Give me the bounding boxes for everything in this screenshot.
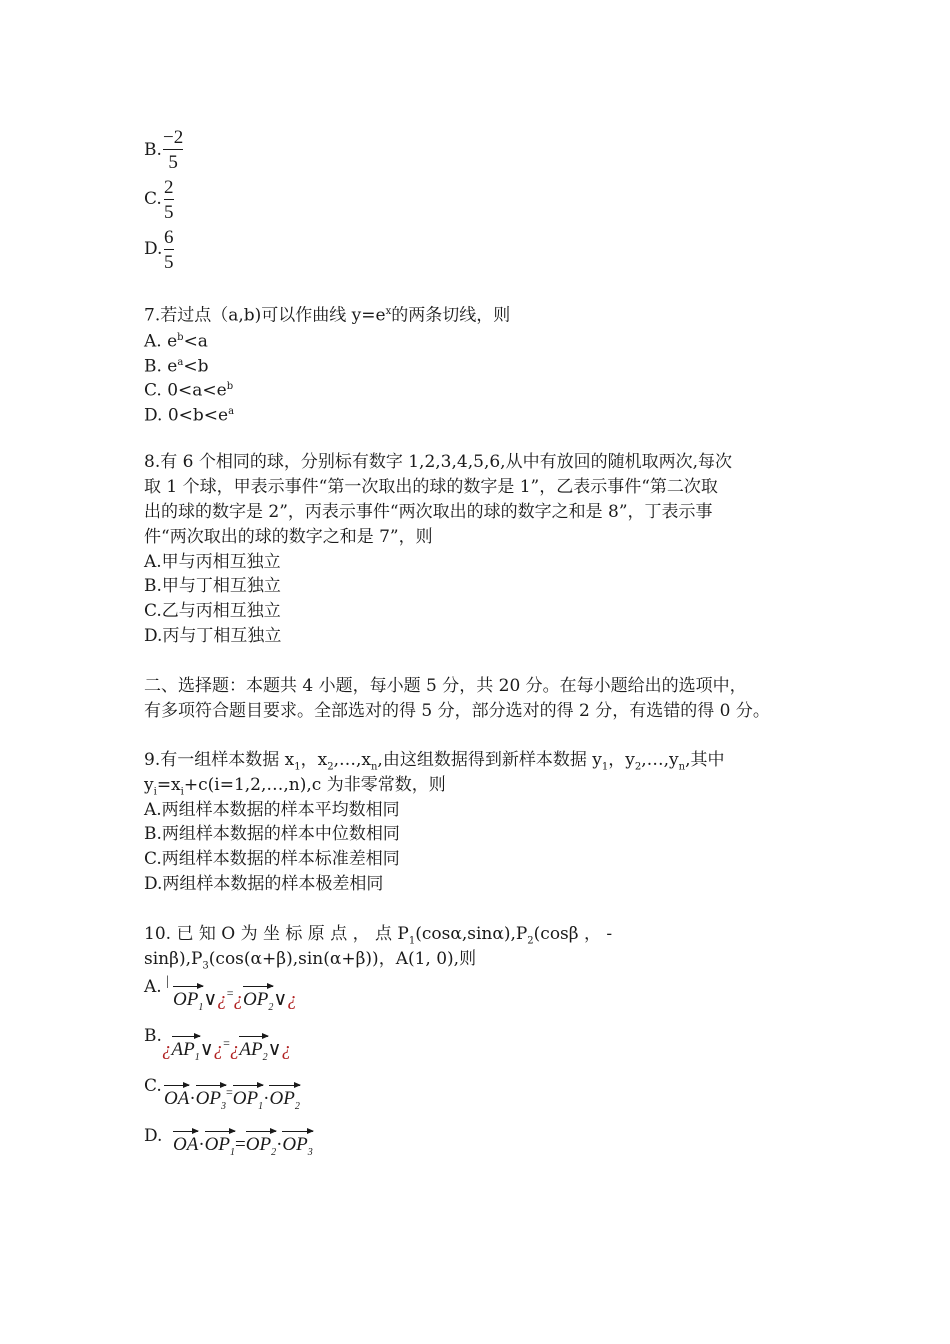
vector-op3 — [282, 1134, 312, 1158]
vector-arrow — [164, 1085, 189, 1086]
vector-ap1 — [172, 1039, 200, 1063]
fraction-bar — [164, 199, 174, 200]
vector-op1 — [173, 989, 203, 1013]
subscript: i — [180, 786, 184, 798]
vector-arrow — [246, 1131, 276, 1132]
superscript: a — [228, 406, 235, 417]
subscript: 2 — [262, 1051, 268, 1063]
text: +c(i=1,2,…,n),c 为非零常数，则 — [183, 775, 446, 795]
q10-option-c-formula — [164, 1085, 300, 1112]
vec-letter: O — [204, 1134, 219, 1155]
subscript: 2 — [527, 935, 534, 947]
superscript: b — [177, 332, 184, 343]
option-text: B. e — [144, 356, 178, 377]
q8-option-c: C.乙与丙相互独立 — [144, 601, 281, 621]
q7-option-c — [144, 376, 233, 402]
dot-operator: · — [263, 1088, 270, 1109]
vec-letter: O — [243, 989, 257, 1010]
vec-letter: P — [186, 989, 199, 1010]
dot-operator: · — [189, 1088, 196, 1109]
option-label: C. — [144, 189, 162, 209]
vec-letter: P — [246, 1088, 259, 1109]
subscript: 2 — [268, 1001, 274, 1013]
text: ，x — [300, 750, 328, 770]
superscript: x — [385, 306, 392, 317]
placeholder-glyph: ¿ — [287, 989, 297, 1010]
vec-letter: A — [171, 1039, 184, 1060]
equals: = — [226, 1085, 233, 1099]
placeholder-glyph: ¿ — [213, 1039, 224, 1060]
option-text-end: <a — [183, 331, 208, 352]
denominator: 5 — [164, 202, 174, 223]
option-label: D. — [144, 239, 163, 259]
vec-letter: P — [209, 1088, 222, 1109]
subscript: 1 — [194, 1051, 200, 1063]
vector-op1 — [233, 1088, 263, 1112]
numerator: 2 — [164, 177, 174, 198]
vec-letter: A — [186, 1134, 199, 1155]
option-text: C. 0<a<e — [144, 380, 227, 401]
vector-op2 — [269, 1088, 299, 1112]
subscript: i — [153, 786, 157, 798]
vec-letter: P — [218, 1134, 231, 1155]
text: (cosβ ， - — [533, 924, 613, 944]
vector-oa — [173, 1134, 198, 1156]
vector-arrow — [239, 1036, 267, 1037]
q7-option-b — [144, 352, 208, 378]
section-heading-line-1: 二、选择题：本题共 4 小题，每小题 5 分，共 20 分。在每小题给出的选项中， — [144, 676, 747, 696]
equals: = — [226, 986, 234, 1000]
fraction-bar — [164, 249, 174, 250]
or-symbol: ∨ — [267, 1039, 282, 1060]
dot-operator: · — [276, 1134, 283, 1155]
subscript: 1 — [601, 761, 609, 773]
vector-arrow — [243, 986, 273, 987]
subscript: 1 — [408, 935, 416, 947]
numerator: 6 — [164, 227, 174, 248]
vector-oa — [164, 1088, 189, 1110]
text: ，y — [608, 750, 635, 770]
subscript: 1 — [294, 761, 301, 773]
text: (cosα,sinα),P — [415, 924, 528, 944]
vector-arrow — [282, 1131, 312, 1132]
q10-option-d-label: D. — [144, 1126, 163, 1146]
subscript: 2 — [294, 1100, 300, 1112]
q10-stem-line-2 — [144, 948, 476, 977]
option-label: B. — [144, 140, 162, 160]
subscript: 1 — [198, 1001, 204, 1013]
text: 9.有一组样本数据 x — [144, 750, 295, 770]
text: y — [144, 775, 154, 795]
text: 10. 已 知 O 为 坐 标 原 点 ， 点 P — [144, 924, 409, 944]
q8-stem-line-2: 取 1 个球，甲表示事件“第一次取出的球的数字是 1”，乙表示事件“第二次取 — [144, 477, 718, 497]
text: =x — [156, 775, 181, 795]
vector-arrow — [196, 1085, 226, 1086]
vector-arrow — [233, 1085, 263, 1086]
vector-arrow — [205, 1131, 235, 1132]
vec-letter: O — [173, 989, 187, 1010]
vec-letter: P — [183, 1039, 195, 1060]
vec-letter: O — [232, 1088, 247, 1109]
numerator: −2 — [163, 127, 184, 148]
vec-letter: O — [195, 1088, 210, 1109]
subscript: 1 — [258, 1100, 264, 1112]
q10-option-a-label: A. — [144, 977, 162, 997]
vector-op2 — [246, 1134, 276, 1158]
placeholder-glyph: ¿ — [229, 1039, 240, 1060]
option-text: A. e — [144, 331, 178, 352]
q10-option-b-formula — [162, 1036, 291, 1063]
vector-ap2 — [239, 1039, 267, 1063]
q8-stem-line-1: 8.有 6 个相同的球，分别标有数字 1,2,3,4,5,6,从中有放回的随机取两次,每次 — [144, 452, 732, 472]
q8-option-b: B.甲与丁相互独立 — [144, 576, 281, 596]
q7-stem-text: 7.若过点（a,b)可以作曲线 y=e — [144, 305, 386, 326]
placeholder-glyph: ¿ — [233, 989, 244, 1010]
vector-arrow — [173, 1131, 198, 1132]
q8-stem-line-4: 件“两次取出的球的数字之和是 7”，则 — [144, 527, 433, 547]
vec-letter: P — [259, 1134, 272, 1155]
equals: = — [223, 1036, 230, 1050]
abs-bar: | — [166, 974, 169, 989]
subscript: n — [678, 761, 686, 773]
vec-letter: O — [245, 1134, 260, 1155]
q9-option-c: C.两组样本数据的样本标准差相同 — [144, 849, 400, 869]
q7-stem-text-end: 的两条切线，则 — [391, 305, 511, 326]
vec-letter: O — [164, 1088, 178, 1109]
or-symbol: ∨ — [273, 989, 288, 1010]
vec-letter: P — [251, 1039, 263, 1060]
subscript: 2 — [327, 761, 334, 773]
q9-option-a: A.两组样本数据的样本平均数相同 — [144, 800, 400, 820]
vector-op1 — [205, 1134, 235, 1158]
q9-option-b: B.两组样本数据的样本中位数相同 — [144, 824, 400, 844]
subscript: n — [370, 761, 378, 773]
text: ,其中 — [685, 750, 725, 770]
or-symbol: ∨ — [203, 989, 218, 1010]
vector-op2 — [243, 989, 273, 1013]
superscript: b — [226, 381, 234, 392]
vec-letter: A — [239, 1039, 252, 1060]
vec-letter: O — [269, 1088, 284, 1109]
q9-option-d: D.两组样本数据的样本极差相同 — [144, 874, 384, 894]
vec-letter: P — [283, 1088, 295, 1109]
option-text-end: <b — [183, 356, 209, 377]
denominator: 5 — [164, 252, 174, 273]
subscript: 1 — [230, 1146, 236, 1158]
vector-arrow — [173, 986, 203, 987]
subscript: 3 — [221, 1100, 227, 1112]
text: ,…,y — [641, 750, 679, 770]
vec-letter: P — [256, 989, 269, 1010]
q10-option-c-label: C. — [144, 1076, 162, 1096]
q7-option-a — [144, 327, 208, 353]
vec-letter: P — [296, 1134, 308, 1155]
vec-letter: O — [282, 1134, 297, 1155]
placeholder-glyph: ¿ — [217, 989, 227, 1010]
dot-operator: · — [198, 1134, 205, 1155]
subscript: 3 — [202, 960, 209, 972]
text: ,由这组数据得到新样本数据 y — [377, 750, 602, 770]
equals: = — [235, 1134, 246, 1155]
section-heading-line-2: 有多项符合题目要求。全部选对的得 5 分，部分选对的得 2 分，有选错的得 0 分。 — [144, 701, 770, 721]
denominator: 5 — [168, 152, 178, 173]
text: (cos(α+β),sin(α+β))，A(1, 0),则 — [208, 949, 477, 969]
q7-stem — [144, 301, 510, 327]
fraction — [163, 127, 183, 173]
q10-option-d-formula — [173, 1134, 313, 1158]
superscript: a — [177, 357, 184, 368]
vec-letter: A — [177, 1088, 190, 1109]
fraction — [164, 227, 174, 273]
subscript: 2 — [271, 1146, 277, 1158]
subscript: 2 — [634, 761, 642, 773]
or-symbol: ∨ — [199, 1039, 214, 1060]
q10-option-b-label: B. — [144, 1026, 162, 1046]
fraction-bar — [163, 149, 183, 150]
placeholder-glyph: ¿ — [162, 1039, 172, 1060]
vector-arrow — [269, 1085, 299, 1086]
q8-option-d: D.丙与丁相互独立 — [144, 626, 282, 646]
vector-arrow — [172, 1036, 200, 1037]
option-text: D. 0<b<e — [144, 405, 229, 426]
fraction — [164, 177, 174, 223]
text: ,…,x — [333, 750, 371, 770]
q8-stem-line-3: 出的球的数字是 2”，丙表示事件“两次取出的球的数字之和是 8”，丁表示事 — [144, 502, 713, 522]
vec-letter: O — [173, 1134, 187, 1155]
q7-option-d — [144, 401, 234, 427]
vector-op3 — [196, 1088, 226, 1112]
placeholder-glyph: ¿ — [281, 1039, 292, 1060]
q8-option-a: A.甲与丙相互独立 — [144, 552, 281, 572]
subscript: 3 — [307, 1146, 313, 1158]
q10-option-a-formula — [173, 986, 297, 1013]
text: sinβ),P — [144, 949, 203, 969]
